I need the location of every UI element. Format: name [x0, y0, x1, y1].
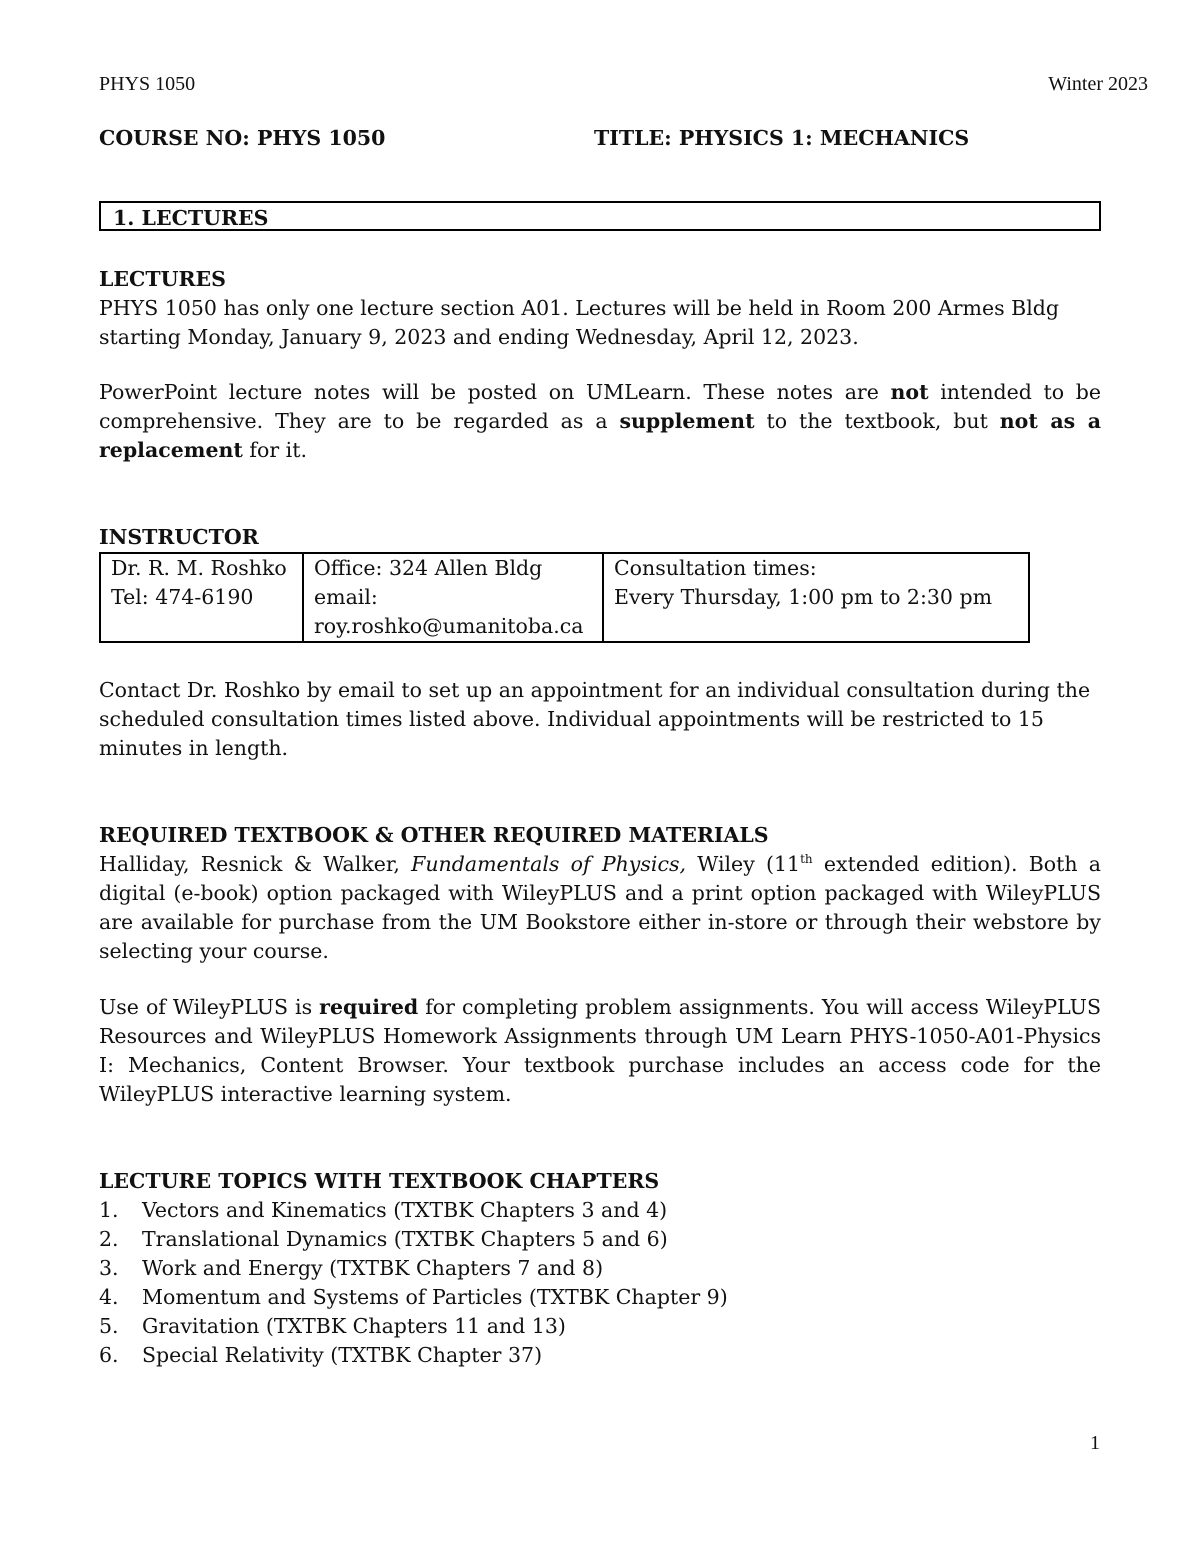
textbook-paragraph: Halliday, Resnick & Walker, Fundamentals of Physics, Wiley (11th extended edition). Both a digital (e-book) option packaged with WileyPLUS and a print option packaged with WileyPLUS are available for purchase from the UM Bookstore either in-store or through their webstore by selecting your course. — [99, 852, 1102, 963]
wileyplus-paragraph: Use of WileyPLUS is required for completing problem assignments. You will access WileyPLUS Resources and WileyPLUS Homework Assignments through UM Learn PHYS-1050-A01-Physics I: Mechanics, Content Browser. Your textbook purchase includes an access code for the WileyPLUS interactive learning system. — [99, 995, 1101, 1106]
header-term: Winter 2023 — [1048, 73, 1148, 95]
consultation-cell — [603, 553, 1029, 642]
list-item — [99, 1254, 1101, 1283]
instructor-name-cell — [100, 553, 303, 642]
list-item-number: 5. — [99, 1314, 119, 1338]
lectures-heading: LECTURES — [99, 267, 226, 291]
list-item-number: 1. — [99, 1198, 119, 1222]
list-item-text: Gravitation (TXTBK Chapters 11 and 13) — [142, 1314, 566, 1338]
list-item-number: 4. — [99, 1285, 119, 1309]
list-item-text: Work and Energy (TXTBK Chapters 7 and 8) — [142, 1256, 604, 1280]
instructor-heading: INSTRUCTOR — [99, 525, 259, 549]
list-item-number: 6. — [99, 1343, 119, 1367]
section-heading-lectures: 1. LECTURES — [99, 201, 1101, 231]
instructor-tel: Tel: 474-6190 — [111, 585, 254, 609]
list-item — [99, 1341, 1101, 1370]
list-item-text: Special Relativity (TXTBK Chapter 37) — [142, 1343, 543, 1367]
list-item — [99, 1283, 1101, 1312]
list-item-text: Vectors and Kinematics (TXTBK Chapters 3 and 4) — [142, 1198, 668, 1222]
consultation-times: Every Thursday, 1:00 pm to 2:30 pm — [614, 585, 993, 609]
instructor-email: roy.roshko@umanitoba.ca — [314, 614, 584, 638]
notes-paragraph: PowerPoint lecture notes will be posted on UMLearn. These notes are not intended to be comprehensive. They are to be regarded as a supplement to the textbook, but not as a replacement for it. — [99, 380, 1101, 462]
list-item-text: Momentum and Systems of Particles (TXTBK Chapter 9) — [142, 1285, 728, 1309]
list-item-number: 3. — [99, 1256, 119, 1280]
instructor-office: Office: 324 Allen Bldg — [314, 556, 543, 580]
topics-list — [99, 1196, 1101, 1370]
instructor-email-label: email: — [314, 585, 378, 609]
list-item — [99, 1225, 1101, 1254]
course-number: COURSE NO: PHYS 1050 — [99, 126, 386, 150]
consultation-label: Consultation times: — [614, 556, 817, 580]
page-number: 1 — [1090, 1432, 1100, 1454]
list-item-number: 2. — [99, 1227, 119, 1251]
contact-paragraph: Contact Dr. Roshko by email to set up an appointment for an individual consultation during the scheduled consultation times listed above. Individual appointments will be restricted to 15 minutes in length. — [99, 678, 1091, 760]
course-title: TITLE: PHYSICS 1: MECHANICS — [594, 126, 970, 150]
list-item — [99, 1196, 1101, 1225]
instructor-office-cell — [303, 553, 603, 642]
instructor-name: Dr. R. M. Roshko — [111, 556, 287, 580]
course-line — [99, 124, 1101, 153]
list-item-text: Translational Dynamics (TXTBK Chapters 5 and 6) — [142, 1227, 668, 1251]
page-header — [99, 70, 1148, 100]
list-item — [99, 1312, 1101, 1341]
instructor-table — [99, 552, 1030, 643]
topics-heading: LECTURE TOPICS WITH TEXTBOOK CHAPTERS — [99, 1169, 660, 1193]
textbook-heading: REQUIRED TEXTBOOK & OTHER REQUIRED MATERIALS — [99, 823, 769, 847]
header-course: PHYS 1050 — [99, 73, 196, 95]
lectures-paragraph: PHYS 1050 has only one lecture section A01. Lectures will be held in Room 200 Armes Bldg starting Monday, January 9, 2023 and ending Wednesday, April 12, 2023. — [99, 296, 1060, 349]
